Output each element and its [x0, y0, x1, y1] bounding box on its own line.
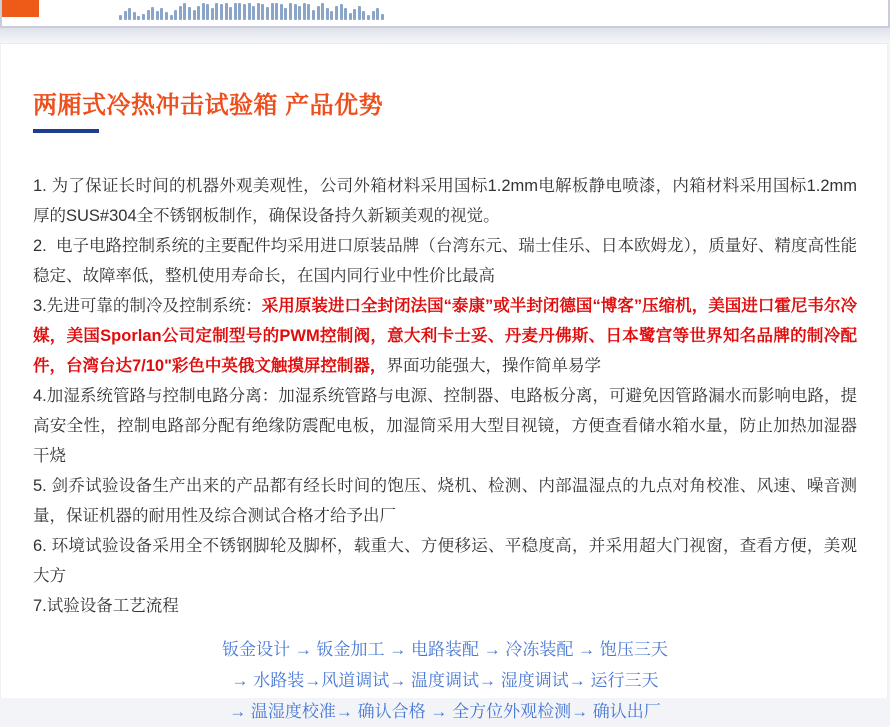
waveform-bar — [174, 10, 177, 20]
process-flow-line: → 温湿度校准→ 确认合格 → 全方位外观检测→ 确认出厂 — [229, 702, 661, 721]
waveform-bar — [303, 3, 306, 20]
waveform-graphic — [119, 3, 389, 20]
page-gap-band — [0, 28, 890, 43]
waveform-bar — [340, 4, 343, 20]
content-card — [0, 43, 888, 721]
waveform-bar — [238, 3, 241, 20]
waveform-bar — [344, 8, 347, 20]
waveform-bar — [307, 4, 310, 20]
waveform-bar — [142, 14, 145, 20]
highlight-red-text: 采用原装进口全封闭法国“泰康”或半封闭德国“博客”压缩机，美国进口霍尼韦尔冷媒，美国Sporlan公司定制型号的PWM控制阀，意大利卡士妥、丹麦丹佛斯、日本鹭宫等世界知名品牌的制冷配件，台湾台达7/10"彩色中英俄文触摸屏控制器， — [33, 297, 858, 375]
waveform-bar — [211, 8, 214, 20]
waveform-bar — [206, 4, 209, 20]
waveform-bar — [160, 8, 163, 20]
waveform-bar — [188, 7, 191, 20]
waveform-bar — [349, 13, 352, 20]
page-title: 两厢式冷热冲击试验箱 产品优势 — [33, 92, 384, 119]
waveform-bar — [119, 15, 122, 20]
waveform-bar — [229, 7, 232, 20]
top-toolbar — [0, 0, 890, 28]
waveform-bar — [124, 11, 127, 20]
waveform-bar — [362, 11, 365, 20]
waveform-bar — [193, 10, 196, 20]
waveform-bar — [326, 8, 329, 20]
waveform-bar — [289, 3, 292, 20]
waveform-bar — [156, 11, 159, 20]
waveform-bar — [179, 6, 182, 20]
waveform-bar — [257, 3, 260, 20]
waveform-bar — [133, 12, 136, 20]
waveform-bar — [376, 8, 379, 20]
waveform-bar — [202, 3, 205, 20]
waveform-bar — [252, 6, 255, 20]
process-flow — [33, 634, 857, 727]
advantage-paragraph — [33, 471, 857, 531]
body-text: 5. 剑乔试验设备生产出来的产品都有经长时间的饱压、烧机、检测、内部温湿点的九点对角校准、风速、噪音测量，保证机器的耐用性及综合测试合格才给予出厂 — [33, 477, 857, 525]
waveform-bar — [147, 10, 150, 20]
waveform-bar — [215, 3, 218, 20]
waveform-bar — [266, 7, 269, 20]
waveform-bar — [358, 6, 361, 20]
waveform-bar — [294, 4, 297, 20]
waveform-bar — [248, 3, 251, 20]
body-text: 6. 环境试验设备采用全不锈钢脚轮及脚杯，载重大、方便移运、平稳度高，并采用超大门视窗，查看方便，美观大方 — [33, 537, 857, 585]
waveform-bar — [280, 4, 283, 20]
top-left-orange-tab — [2, 0, 39, 17]
waveform-bar — [353, 9, 356, 20]
waveform-bar — [317, 6, 320, 20]
advantage-paragraph — [33, 531, 857, 591]
body-text: 7.试验设备工艺流程 — [33, 597, 179, 615]
waveform-bar — [261, 4, 264, 20]
waveform-bar — [128, 8, 131, 20]
waveform-bar — [137, 16, 140, 20]
waveform-bar — [381, 14, 384, 20]
waveform-bar — [225, 3, 228, 20]
waveform-bar — [275, 3, 278, 20]
waveform-bar — [321, 3, 324, 20]
waveform-bar — [183, 3, 186, 20]
title-underline — [33, 129, 99, 133]
waveform-bar — [170, 15, 173, 20]
waveform-bar — [234, 3, 237, 20]
waveform-bar — [220, 4, 223, 20]
waveform-bar — [284, 8, 287, 20]
waveform-bar — [197, 6, 200, 20]
process-flow-line: → 水路装→风道调试→ 温度调试→ 湿度调试→ 运行三天 — [231, 671, 659, 690]
body-text: 界面功能强大，操作简单易学 — [386, 357, 601, 375]
advantage-paragraph — [33, 171, 857, 231]
waveform-bar — [165, 12, 168, 20]
advantage-paragraph — [33, 291, 857, 381]
waveform-bar — [335, 6, 338, 20]
waveform-bar — [151, 7, 154, 20]
waveform-bar — [243, 4, 246, 20]
process-flow-line: 钣金设计 → 钣金加工 → 电路装配 → 冷冻装配 → 饱压三天 — [222, 640, 668, 659]
waveform-bar — [312, 10, 315, 20]
advantage-paragraph — [33, 591, 857, 621]
advantage-paragraph — [33, 381, 857, 471]
advantage-paragraph — [33, 231, 857, 291]
waveform-bar — [372, 11, 375, 20]
body-text: 1. 为了保证长时间的机器外观美观性，公司外箱材料采用国标1.2mm电解板静电喷漆，内箱材料采用国标1.2mm厚的SUS#304全不锈钢板制作，确保设备持久新颖美观的视觉。 — [33, 177, 857, 225]
body-text: 3.先进可靠的制冷及控制系统： — [33, 297, 262, 315]
waveform-bar — [367, 15, 370, 20]
waveform-bar — [271, 3, 274, 20]
body-text: 4.加湿系统管路与控制电路分离：加湿系统管路与电源、控制器、电路板分离，可避免因管路漏水而影响电路，提高安全性，控制电路部分配有绝缘防震配电板，加湿筒采用大型目视镜，方便查看储水箱水量，防止加热加湿器干烧 — [33, 387, 857, 465]
advantages-list — [33, 171, 857, 621]
body-text: 2. 电子电路控制系统的主要配件均采用进口原装品牌（台湾东元、瑞士佳乐、日本欧姆龙），质量好、精度高性能稳定、故障率低，整机使用寿命长，在国内同行业中性价比最高 — [33, 237, 857, 285]
waveform-bar — [298, 6, 301, 20]
waveform-bar — [330, 11, 333, 20]
